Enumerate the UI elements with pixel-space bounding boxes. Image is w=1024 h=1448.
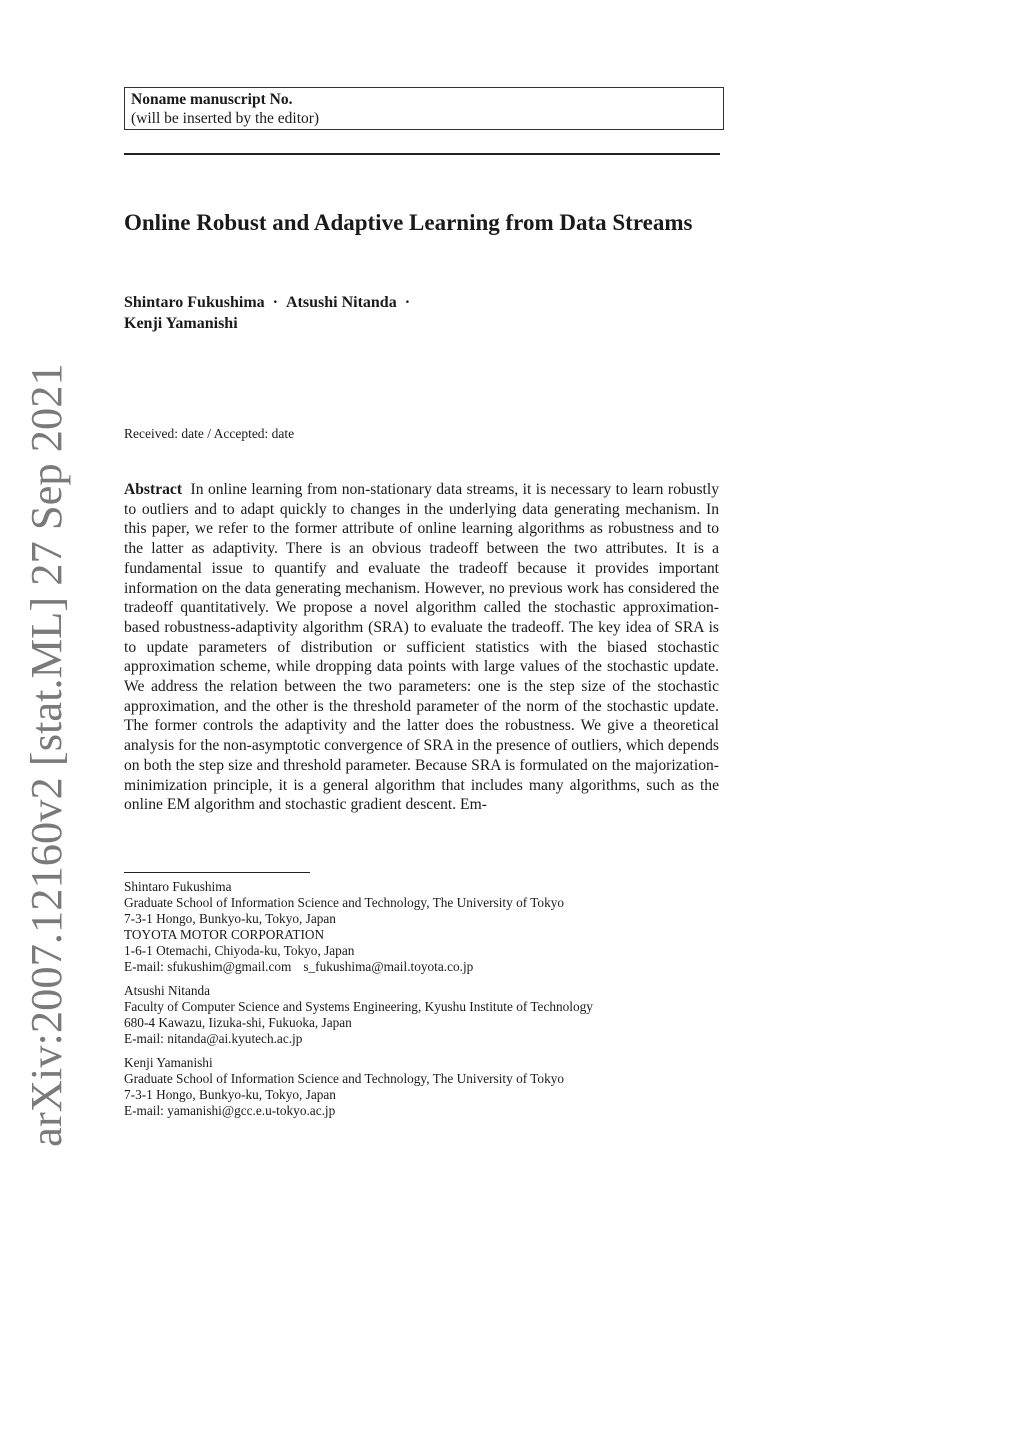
author-name: Kenji Yamanishi [124,315,238,332]
email-address[interactable]: s_fukushima@mail.toyota.co.jp [303,959,474,974]
affiliation-author-name: Kenji Yamanishi [124,1055,213,1070]
paper-title: Online Robust and Adaptive Learning from Data Streams [124,210,693,235]
email-address[interactable]: E-mail: nitanda@ai.kyutech.ac.jp [124,1031,303,1046]
affiliation-block [124,1055,744,1119]
affiliation-line: 1-6-1 Otemachi, Chiyoda-ku, Tokyo, Japan [124,943,355,958]
affiliation-line: Graduate School of Information Science and Technology, The University of Tokyo [124,895,565,910]
affiliation-author-name: Atsushi Nitanda [124,983,211,998]
author-list [124,292,624,334]
author-separator: · [272,294,278,311]
arxiv-id: arXiv:2007.12160v2 [stat.ML] 27 Sep 2021 [21,363,71,1147]
email-address[interactable]: E-mail: yamanishi@gcc.e.u-tokyo.ac.jp [124,1103,336,1118]
affiliation-block [124,983,744,1047]
manuscript-box [124,87,724,130]
email-line [124,959,744,975]
author-name: Shintaro Fukushima [124,294,265,311]
abstract [124,480,719,815]
abstract-label: Abstract [124,481,183,498]
footnote-rule [124,872,310,873]
author-separator: · [404,294,411,311]
author-name: Atsushi Nitanda [286,294,397,311]
affiliation-line: 7-3-1 Hongo, Bunkyo-ku, Tokyo, Japan [124,1087,336,1102]
affiliation-line: TOYOTA MOTOR CORPORATION [124,927,325,942]
affiliation-line: 7-3-1 Hongo, Bunkyo-ku, Tokyo, Japan [124,911,336,926]
affiliation-line: 680-4 Kawazu, Iizuka-shi, Fukuoka, Japan [124,1015,352,1030]
affiliation-author-name: Shintaro Fukushima [124,879,232,894]
manuscript-number: Noname manuscript No. [131,91,293,108]
email-line [124,1103,744,1119]
affiliation-block [124,879,744,975]
affiliation-line: Graduate School of Information Science and Technology, The University of Tokyo [124,1071,565,1086]
received-accepted-dates: Received: date / Accepted: date [124,426,295,441]
header-rule [124,153,720,155]
abstract-text: In online learning from non-stationary data streams, it is necessary to learn robustly to outliers and to adapt quickly to changes in the underlying data generating mechanism. In this paper, we refer to the former attribute of online learning algorithms as robustness and to the latter as adaptivity. There is an obvious tradeoff between the two attributes. It is a fundamental issue to quantify and evaluate the tradeoff because it provides important information on the data generating mechanism. However, no previous work has considered the tradeoff quantitatively. We propose a novel algorithm called the stochastic approximation-based robustness-adaptivity algorithm (SRA) to evaluate the tradeoff. The key idea of SRA is to update parameters of distribution or sufficient statistics with the biased stochastic approximation scheme, while dropping data points with large values of the stochastic update. We address the relation between the two parameters: one is the step size of the stochastic approximation, and the other is the threshold parameter of the norm of the stochastic update. The former controls the adaptivity and the latter does the robustness. We give a theoretical analysis for the non-asymptotic convergence of SRA in the presence of outliers, which depends on both the step size and threshold parameter. Because SRA is formulated on the majorization-minimization principle, it is a general algorithm that includes many algorithms, such as the online EM algorithm and stochastic gradient descent. Em- [124,481,720,814]
email-line [124,1031,744,1047]
arxiv-stamp [16,363,76,1147]
email-address[interactable]: E-mail: sfukushim@gmail.com [124,959,292,974]
manuscript-note: (will be inserted by the editor) [131,110,320,127]
affiliation-line: Faculty of Computer Science and Systems Engineering, Kyushu Institute of Technology [124,999,593,1014]
